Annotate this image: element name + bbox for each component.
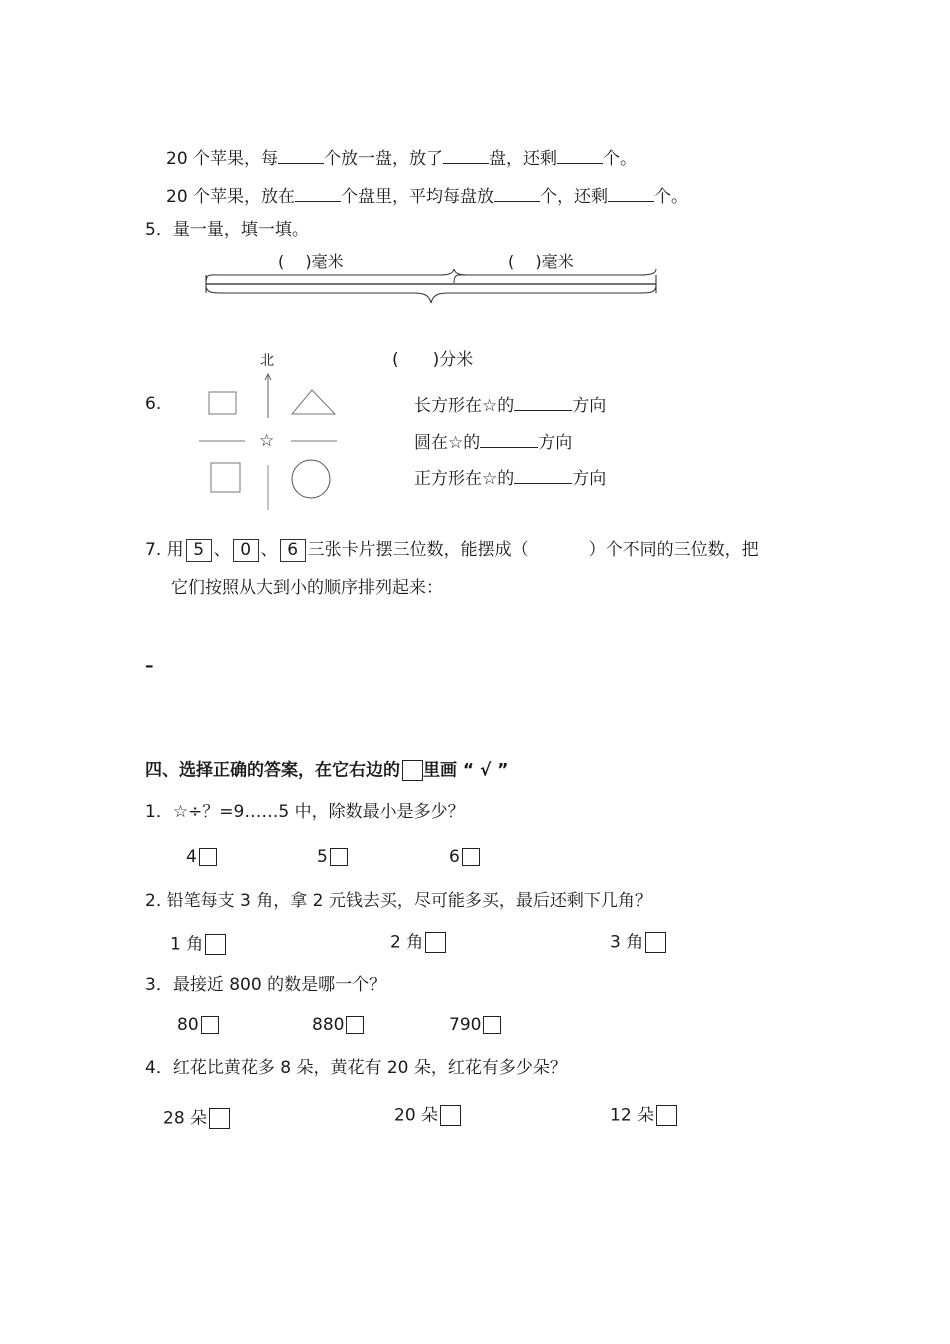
mc-question-4: 4．红花比黄花多 8 朵，黄花有 20 朵，红花有多少朵？ (145, 1058, 567, 1078)
answer-checkbox[interactable] (209, 1108, 230, 1129)
q6-line-3-suffix: 方向 (572, 469, 607, 489)
mc-option (390, 932, 446, 953)
number-card: 5 (186, 539, 212, 562)
q5-total-unit: 分米 (439, 350, 474, 370)
stray-dash: – (145, 656, 154, 676)
q4-line-2-text-d: 个。 (654, 187, 689, 207)
q4-line-1 (166, 149, 637, 168)
mc-question-1: 1．☆÷？=9……5 中，除数最小是多少？ (145, 802, 465, 822)
answer-blank[interactable] (608, 187, 654, 202)
answer-checkbox[interactable] (330, 848, 348, 866)
answer-blank[interactable] (278, 149, 324, 164)
mc-option (170, 934, 226, 955)
checkbox-icon (402, 760, 423, 781)
answer-blank[interactable] (443, 149, 489, 164)
answer-blank[interactable] (494, 187, 540, 202)
q4-line-2-text-c: 个，还剩 (540, 187, 609, 207)
mc-option (394, 1105, 461, 1126)
mc-option-label: 6 (449, 847, 460, 867)
mc-option-label: 4 (186, 847, 197, 867)
square-shape (211, 463, 240, 492)
mc-question-3: 3．最接近 800 的数是哪一个？ (145, 975, 387, 995)
q6-line-2 (414, 433, 572, 452)
answer-blank[interactable] (295, 187, 341, 202)
q5-right-unit: 毫米 (541, 252, 574, 271)
triangle-shape (292, 390, 335, 414)
q7-line-2: 它们按照从大到小的顺序排列起来： (171, 578, 443, 598)
q5-total-paren[interactable]: ( ) (392, 350, 440, 370)
q4-line-1-text-c: 盘，还剩 (489, 149, 558, 169)
q5-label: 5．量一量，填一填。 (145, 220, 309, 240)
q6-line-3-text: 正方形在☆的 (414, 469, 515, 489)
answer-blank[interactable] (514, 469, 572, 484)
q5-left-unit: 毫米 (311, 252, 344, 271)
mc-option (610, 1105, 677, 1126)
mc-option-label: 2 角 (390, 932, 424, 953)
answer-checkbox[interactable] (425, 932, 446, 953)
answer-blank[interactable] (514, 396, 572, 411)
q6-line-1 (414, 396, 606, 415)
answer-checkbox[interactable] (199, 848, 217, 866)
answer-checkbox[interactable] (645, 932, 666, 953)
mc-option (186, 848, 217, 866)
separator: 、 (213, 540, 231, 560)
mc-option-label: 1 角 (170, 934, 204, 955)
q4-line-2 (166, 187, 688, 206)
section-4-title-b: 里画 “ √ ” (423, 760, 509, 781)
mc-option-label: 880 (312, 1015, 345, 1035)
answer-checkbox[interactable] (346, 1016, 364, 1034)
mc-option (177, 1016, 219, 1034)
number-card: 6 (280, 539, 306, 562)
q5-left-paren[interactable]: ( ) (278, 252, 312, 271)
mc-option (312, 1016, 364, 1034)
right-brace (454, 269, 656, 283)
answer-blank[interactable] (480, 433, 538, 448)
q5-right-paren[interactable]: ( ) (508, 252, 542, 271)
section-4-title-a: 四、选择正确的答案，在它右边的 (145, 760, 400, 781)
q5-total-measure (392, 352, 473, 369)
q5-segment-diagram (200, 265, 662, 310)
q4-line-1-text-a: 20 个苹果，每 (166, 149, 279, 169)
number-card: 0 (233, 539, 259, 562)
mc-option-label: 3 角 (610, 932, 644, 953)
answer-blank[interactable] (557, 149, 603, 164)
circle-shape (292, 460, 330, 498)
q6-line-2-suffix: 方向 (538, 433, 573, 453)
rectangle-shape (209, 392, 236, 414)
answer-checkbox[interactable] (656, 1105, 677, 1126)
q7-prefix: 7. 用 (145, 540, 184, 560)
mc-option (449, 848, 480, 866)
q6-line-1-suffix: 方向 (572, 396, 607, 416)
answer-checkbox[interactable] (483, 1016, 501, 1034)
mc-option (610, 932, 666, 953)
q4-line-1-text-b: 个放一盘，放了 (324, 149, 444, 169)
north-label: 北 (260, 353, 274, 369)
answer-checkbox[interactable] (201, 1016, 219, 1034)
answer-checkbox[interactable] (440, 1105, 461, 1126)
left-brace (206, 269, 468, 283)
q6-label: 6. (145, 394, 162, 414)
mc-option-label: 80 (177, 1015, 199, 1035)
section-4-title (145, 760, 508, 781)
mc-option-label: 790 (449, 1015, 482, 1035)
q4-line-1-text-d: 个。 (603, 149, 638, 169)
bottom-brace (206, 285, 656, 303)
mc-option (163, 1108, 230, 1129)
answer-checkbox[interactable] (205, 934, 226, 955)
mc-question-2: 2. 铅笔每支 3 角，拿 2 元钱去买，尽可能多买，最后还剩下几角？ (145, 891, 652, 911)
mc-option-label: 28 朵 (163, 1108, 208, 1129)
separator: 、 (260, 540, 278, 560)
q7-text-2: ）个不同的三位数，把 (588, 540, 759, 560)
q7-line-1 (145, 538, 759, 562)
mc-option (449, 1016, 501, 1034)
q6-line-1-text: 长方形在☆的 (414, 396, 515, 416)
mc-option (317, 848, 348, 866)
q4-line-2-text-a: 20 个苹果，放在 (166, 187, 296, 207)
mc-option-label: 5 (317, 847, 328, 867)
mc-option-label: 12 朵 (610, 1105, 655, 1126)
q7-text-1: 三张卡片摆三位数，能摆成（ (307, 540, 529, 560)
answer-checkbox[interactable] (462, 848, 480, 866)
mc-option-label: 20 朵 (394, 1105, 439, 1126)
q4-line-2-text-b: 个盘里，平均每盘放 (341, 187, 495, 207)
q6-line-3 (414, 469, 606, 488)
center-star: ☆ (259, 431, 275, 451)
q6-line-2-text: 圆在☆的 (414, 433, 481, 453)
